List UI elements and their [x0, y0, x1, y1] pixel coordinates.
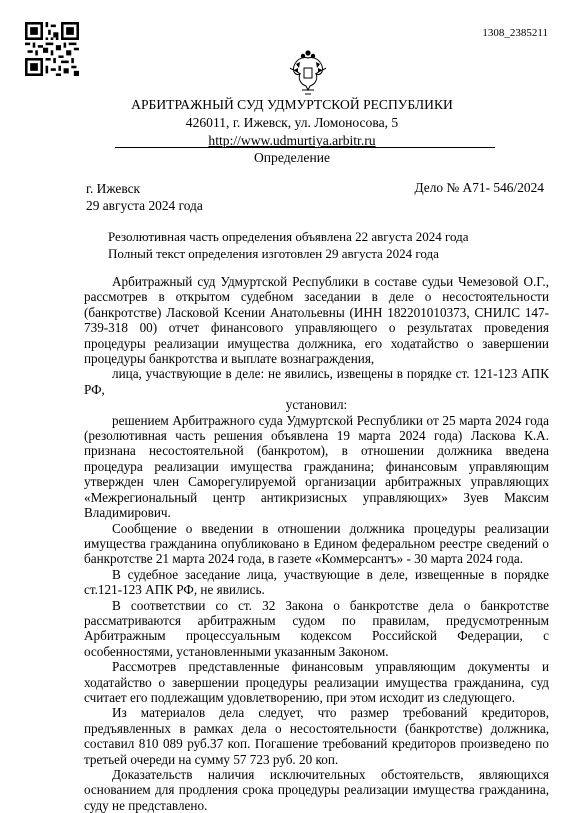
body-paragraph: Арбитражный суд Удмуртской Республики в составе судьи Чемезовой О.Г., рассмотрев в открытом судебном заседании в деле о несостоятельности (банкротстве) Ласковой Ксении Анатольевны (ИНН 182201010373, СНИЛС 147-739-318 00) отчет финансового управляющего о результатах проведения процедуры реализации имущества должника, его ходатайство о завершении процедуры банкротства и выплате вознаграждения,: [84, 274, 549, 367]
body-paragraph: лица, участвующие в деле: не явились, извещены в порядке ст. 121-123 АПК РФ,: [84, 366, 549, 397]
header-divider: [115, 147, 495, 148]
body-paragraph: решением Арбитражного суда Удмуртской Республики от 25 марта 2024 года (резолютивная часть решения объявлена 19 марта 2024 года) Ласкова К.А. признана несостоятельной (банкротом), в отношении должника введена процедура реализации имущества гражданина; финансовым управляющим утвержден член Саморегулируемой организации арбитражных управляющих «Межрегиональный центр антикризисных управляющих» Зуев Максим Владимирович.: [84, 412, 549, 521]
decision-date: 29 августа 2024 года: [86, 198, 203, 213]
body-paragraph: Доказательств наличия исключительных обстоятельств, являющихся основанием для продления срока процедуры реализации имущества гражданина, суду не представлено.: [84, 767, 549, 813]
document-body: [84, 274, 549, 813]
body-paragraph: В соответствии со ст. 32 Закона о банкротстве дела о банкротстве рассматриваются арбитражным судом по правилам, предусмотренным Арбитражным процессуальным кодексом Российской Федерации, с особенностями, установленными указанным Законом.: [84, 597, 549, 659]
full-text-prepared: Полный текст определения изготовлен 29 августа 2024 года: [108, 246, 439, 261]
body-paragraph: В судебное заседание лица, участвующие в деле, извещенные в порядке ст.121-123 АПК РФ, не явились.: [84, 566, 549, 598]
court-name: АРБИТРАЖНЫЙ СУД УДМУРТСКОЙ РЕСПУБЛИКИ: [131, 97, 453, 112]
body-paragraph: Рассмотрев представленные финансовым управляющим документы и ходатайство о завершении процедуры реализации имущества гражданина, суд считает его подлежащим удовлетворению, при этом исходит из следующего.: [84, 659, 549, 705]
resolution-announced: Резолютивная часть определения объявлена 22 августа 2024 года: [108, 229, 469, 244]
city: г. Ижевск: [86, 181, 141, 196]
court-website-link[interactable]: http://www.udmurtiya.arbitr.ru: [208, 133, 376, 148]
case-number: Дело № А71- 546/2024: [414, 180, 544, 195]
court-header: [0, 96, 584, 150]
place-and-date: [86, 180, 203, 214]
document-id: 1308_2385211: [482, 27, 548, 39]
resolution-notes: [108, 228, 469, 262]
court-address: 426011, г. Ижевск, ул. Ломоносова, 5: [185, 115, 399, 130]
qr-code: [25, 22, 79, 76]
body-paragraph: Сообщение о введении в отношении должника процедуры реализации имущества гражданина опубликовано в Едином федеральном реестре сведений о банкротстве 21 марта 2024 года, в газете «Коммерсантъ» - 30 марта 2024 года.: [84, 520, 549, 567]
body-paragraph: Из материалов дела следует, что размер требований кредиторов, предъявленных в рамках дела о несостоятельности (банкротстве) должника, составил 810 089 руб.37 коп. Погашение требований кредиторов произведено по третьей очереди на сумму 57 723 руб. 20 коп.: [84, 705, 549, 767]
coat-of-arms-icon: [288, 50, 328, 96]
document-type-title: Определение: [253, 150, 331, 165]
section-heading: установил:: [285, 397, 348, 413]
